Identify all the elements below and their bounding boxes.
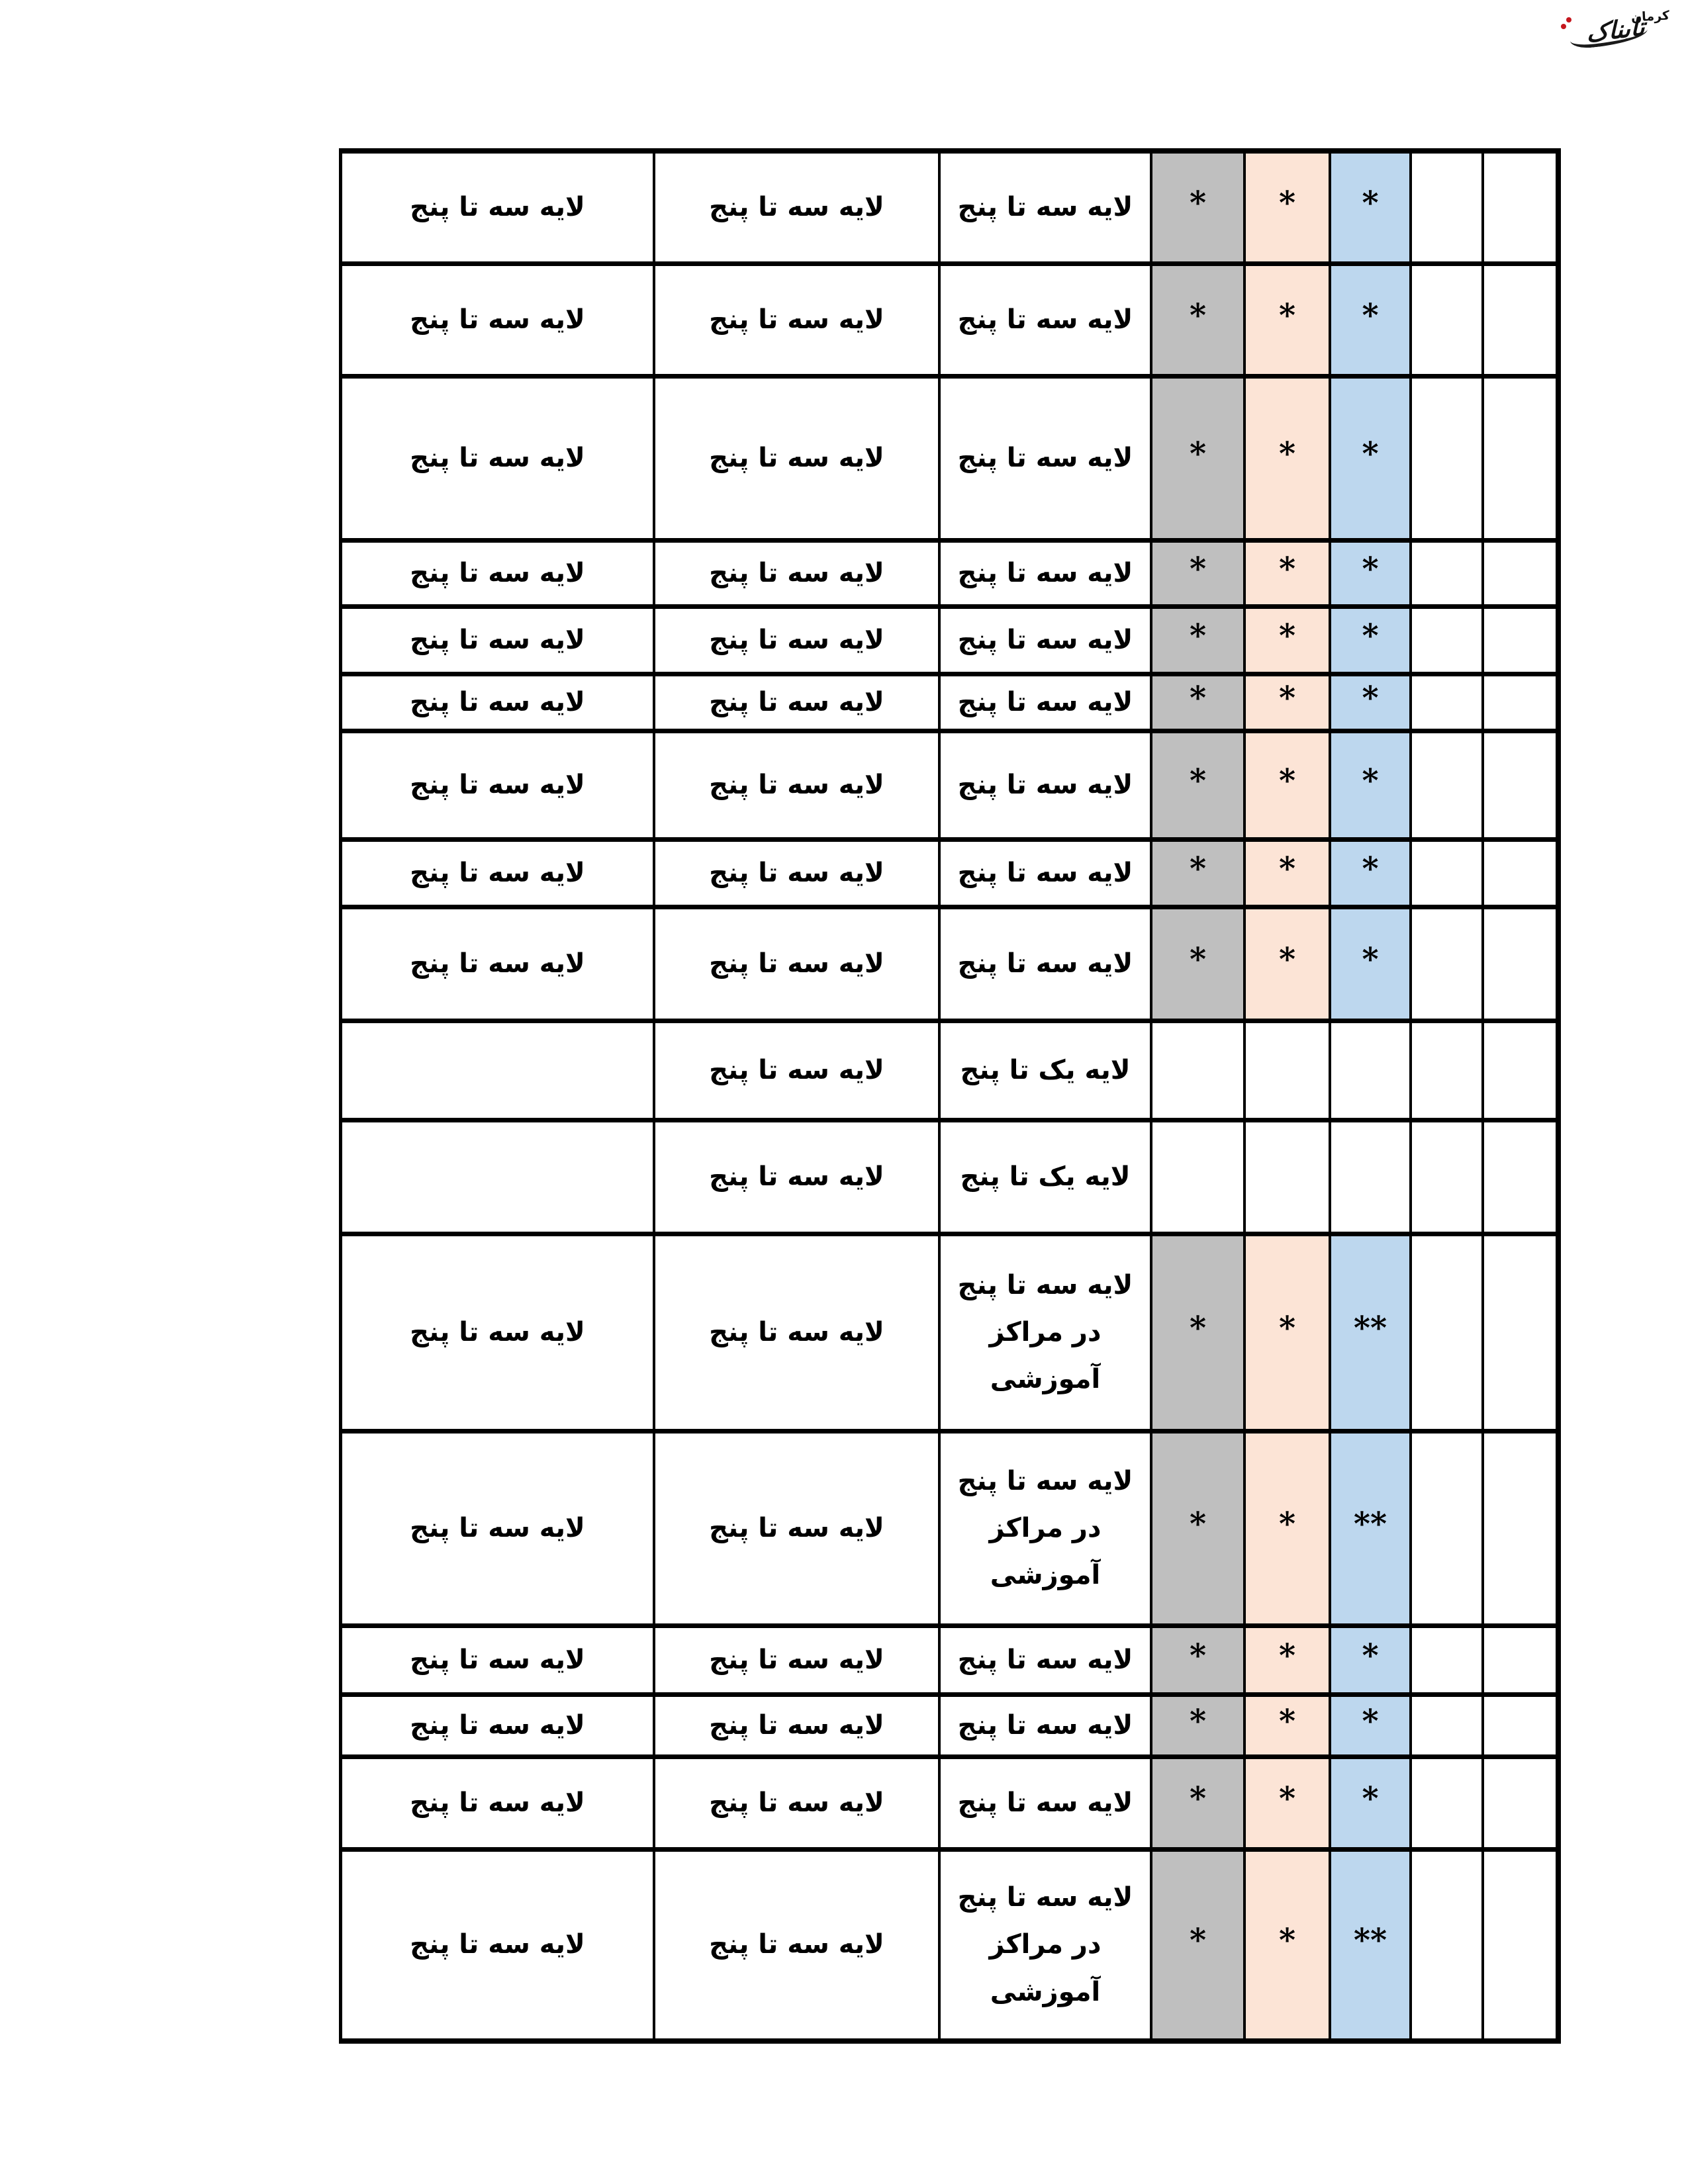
layer-label: لایه سه تا پنج — [709, 769, 884, 800]
cell-mark-peach-row5: * — [1246, 609, 1331, 676]
cell-layer-text-b-row13 — [655, 1433, 941, 1628]
layer-label: لایه سه تا پنج — [410, 191, 585, 222]
cell-mark-peach-row6: * — [1246, 676, 1331, 733]
layer-label: لایه یک تا پنج — [960, 1054, 1131, 1085]
layer-label: لایه سه تا پنج — [709, 624, 884, 655]
layer-label: لایه سه تا پنج — [410, 1709, 585, 1741]
cell-mark-gray-row15: * — [1152, 1697, 1246, 1759]
cell-empty-row4 — [1484, 543, 1556, 609]
layers-table — [339, 148, 1561, 2044]
cell-empty-row7 — [1412, 733, 1484, 842]
layer-label: لایه سه تا پنج — [957, 1644, 1133, 1675]
cell-layer-text-a-row2 — [342, 266, 655, 379]
cell-layer-text-a-row10 — [342, 1023, 655, 1122]
cell-mark-peach-row1: * — [1246, 154, 1331, 266]
cell-empty-row12 — [1412, 1236, 1484, 1433]
layer-label: لایه سه تا پنج — [709, 857, 884, 888]
cell-empty-row6 — [1412, 676, 1484, 733]
cell-mark-gray-row17: * — [1152, 1852, 1246, 2038]
cell-mark-gray-row4: * — [1152, 543, 1246, 609]
cell-layer-text-b-row2 — [655, 266, 941, 379]
layer-label: لایه سه تا پنج — [410, 1787, 585, 1818]
cell-empty-row16 — [1484, 1759, 1556, 1852]
cell-mark-peach-row8: * — [1246, 842, 1331, 909]
cell-layer-text-b-row9 — [655, 909, 941, 1023]
cell-mark-blue-row11 — [1331, 1122, 1412, 1236]
cell-empty-row10 — [1412, 1023, 1484, 1122]
cell-layer-text-a-row8 — [342, 842, 655, 909]
cell-empty-row3 — [1412, 379, 1484, 543]
cell-layer-text-a-row16 — [342, 1759, 655, 1852]
cell-layer-text-b-row5 — [655, 609, 941, 676]
layer-label: لایه سه تا پنج — [410, 304, 585, 335]
cell-mark-peach-row4: * — [1246, 543, 1331, 609]
layer-label: لایه سه تا پنج — [709, 1512, 884, 1543]
cell-empty-row8 — [1484, 842, 1556, 909]
cell-mark-blue-row3: * — [1331, 379, 1412, 543]
cell-mark-gray-row13: * — [1152, 1433, 1246, 1628]
cell-layer-text-c-row3 — [941, 379, 1152, 543]
cell-empty-row5 — [1484, 609, 1556, 676]
cell-empty-row1 — [1484, 154, 1556, 266]
cell-mark-gray-row10 — [1152, 1023, 1246, 1122]
cell-empty-row10 — [1484, 1023, 1556, 1122]
cell-layer-text-b-row1 — [655, 154, 941, 266]
cell-layer-text-b-row4 — [655, 543, 941, 609]
cell-layer-text-c-row15 — [941, 1697, 1152, 1759]
cell-mark-blue-row4: * — [1331, 543, 1412, 609]
layer-label: لایه سه تا پنج — [410, 624, 585, 655]
layer-label: لایه سه تا پنج — [709, 1161, 884, 1192]
cell-empty-row14 — [1412, 1628, 1484, 1697]
site-logo — [1558, 7, 1671, 48]
layer-label: لایه سه تا پنج — [957, 1709, 1133, 1741]
layer-label: لایه سه تا پنج — [709, 1709, 884, 1741]
cell-mark-blue-row8: * — [1331, 842, 1412, 909]
cell-empty-row11 — [1484, 1122, 1556, 1236]
cell-mark-blue-row2: * — [1331, 266, 1412, 379]
cell-layer-text-a-row12 — [342, 1236, 655, 1433]
layer-label: لایه سه تا پنج — [709, 1316, 884, 1347]
cell-mark-peach-row2: * — [1246, 266, 1331, 379]
cell-empty-row13 — [1484, 1433, 1556, 1628]
layer-label: لایه سه تا پنج — [957, 557, 1133, 588]
cell-empty-row17 — [1484, 1852, 1556, 2038]
cell-layer-text-b-row6 — [655, 676, 941, 733]
cell-layer-text-b-row7 — [655, 733, 941, 842]
layer-label: لایه سه تا پنج — [957, 857, 1133, 888]
cell-empty-row6 — [1484, 676, 1556, 733]
layer-label: لایه سه تا پنج — [957, 191, 1133, 222]
layer-label: لایه سه تا پنج — [709, 1644, 884, 1675]
cell-empty-row15 — [1412, 1697, 1484, 1759]
cell-empty-row9 — [1412, 909, 1484, 1023]
cell-layer-text-b-row15 — [655, 1697, 941, 1759]
cell-layer-text-c-row11 — [941, 1122, 1152, 1236]
layer-label: لایه سه تا پنج — [709, 557, 884, 588]
cell-layer-text-c-row8 — [941, 842, 1152, 909]
layer-label: لایه سه تا پنج — [410, 686, 585, 717]
cell-empty-row5 — [1412, 609, 1484, 676]
cell-layer-text-a-row17 — [342, 1852, 655, 2038]
cell-mark-peach-row16: * — [1246, 1759, 1331, 1852]
layer-label: لایه سه تا پنج — [410, 1512, 585, 1543]
layer-label: لایه سه تا پنج — [410, 557, 585, 588]
cell-layer-text-b-row17 — [655, 1852, 941, 2038]
logo-accent-dot — [1566, 17, 1571, 23]
layer-label: لایه سه تا پنج — [410, 1929, 585, 1960]
cell-empty-row11 — [1412, 1122, 1484, 1236]
cell-empty-row3 — [1484, 379, 1556, 543]
cell-layer-text-a-row6 — [342, 676, 655, 733]
cell-empty-row15 — [1484, 1697, 1556, 1759]
cell-empty-row17 — [1412, 1852, 1484, 2038]
layer-label: لایه سه تا پنج — [957, 686, 1133, 717]
cell-layer-text-c-row17 — [941, 1852, 1152, 2038]
cell-mark-blue-row16: * — [1331, 1759, 1412, 1852]
cell-layer-text-a-row13 — [342, 1433, 655, 1628]
cell-layer-text-a-row14 — [342, 1628, 655, 1697]
cell-empty-row2 — [1412, 266, 1484, 379]
cell-mark-peach-row12: * — [1246, 1236, 1331, 1433]
layer-label: لایه سه تا پنج — [709, 1054, 884, 1085]
cell-empty-row12 — [1484, 1236, 1556, 1433]
cell-mark-peach-row3: * — [1246, 379, 1331, 543]
cell-mark-blue-row14: * — [1331, 1628, 1412, 1697]
layer-label: لایه سه تا پنج — [957, 624, 1133, 655]
cell-layer-text-a-row7 — [342, 733, 655, 842]
layer-label: لایه سه تا پنج در مراکز آموزشی — [957, 1465, 1133, 1591]
cell-mark-gray-row11 — [1152, 1122, 1246, 1236]
cell-mark-gray-row9: * — [1152, 909, 1246, 1023]
logo-title: تابناک — [1585, 12, 1645, 48]
cell-mark-blue-row15: * — [1331, 1697, 1412, 1759]
layer-label: لایه سه تا پنج در مراکز آموزشی — [957, 1882, 1133, 2007]
cell-layer-text-b-row11 — [655, 1122, 941, 1236]
cell-layer-text-c-row12 — [941, 1236, 1152, 1433]
cell-mark-gray-row7: * — [1152, 733, 1246, 842]
cell-mark-peach-row14: * — [1246, 1628, 1331, 1697]
cell-mark-gray-row3: * — [1152, 379, 1246, 543]
layer-label: لایه سه تا پنج — [709, 191, 884, 222]
cell-layer-text-c-row9 — [941, 909, 1152, 1023]
cell-mark-gray-row12: * — [1152, 1236, 1246, 1433]
cell-layer-text-c-row13 — [941, 1433, 1152, 1628]
cell-mark-blue-row10 — [1331, 1023, 1412, 1122]
cell-layer-text-c-row4 — [941, 543, 1152, 609]
cell-empty-row13 — [1412, 1433, 1484, 1628]
layer-label: لایه سه تا پنج — [957, 1787, 1133, 1818]
cell-empty-row14 — [1484, 1628, 1556, 1697]
cell-mark-blue-row1: * — [1331, 154, 1412, 266]
layer-label: لایه سه تا پنج — [410, 1644, 585, 1675]
cell-empty-row4 — [1412, 543, 1484, 609]
cell-layer-text-c-row14 — [941, 1628, 1152, 1697]
cell-mark-peach-row10 — [1246, 1023, 1331, 1122]
layer-label: لایه سه تا پنج — [410, 769, 585, 800]
logo-accent-dot — [1561, 24, 1566, 29]
cell-mark-peach-row11 — [1246, 1122, 1331, 1236]
cell-mark-gray-row1: * — [1152, 154, 1246, 266]
cell-mark-peach-row7: * — [1246, 733, 1331, 842]
cell-empty-row9 — [1484, 909, 1556, 1023]
cell-layer-text-a-row5 — [342, 609, 655, 676]
layer-label: لایه سه تا پنج — [709, 1929, 884, 1960]
cell-mark-blue-row17: ** — [1331, 1852, 1412, 2038]
cell-layer-text-a-row9 — [342, 909, 655, 1023]
layer-label: لایه سه تا پنج — [709, 686, 884, 717]
cell-layer-text-b-row12 — [655, 1236, 941, 1433]
cell-layer-text-a-row4 — [342, 543, 655, 609]
cell-layer-text-c-row1 — [941, 154, 1152, 266]
cell-layer-text-a-row11 — [342, 1122, 655, 1236]
cell-layer-text-c-row6 — [941, 676, 1152, 733]
cell-mark-blue-row5: * — [1331, 609, 1412, 676]
layer-label: لایه سه تا پنج — [709, 442, 884, 473]
cell-mark-gray-row6: * — [1152, 676, 1246, 733]
cell-mark-blue-row12: ** — [1331, 1236, 1412, 1433]
layer-label: لایه سه تا پنج — [957, 304, 1133, 335]
cell-mark-gray-row16: * — [1152, 1759, 1246, 1852]
cell-empty-row2 — [1484, 266, 1556, 379]
layer-label: لایه سه تا پنج — [709, 1787, 884, 1818]
cell-layer-text-c-row5 — [941, 609, 1152, 676]
cell-layer-text-c-row10 — [941, 1023, 1152, 1122]
cell-layer-text-a-row15 — [342, 1697, 655, 1759]
layer-label: لایه سه تا پنج در مراکز آموزشی — [957, 1269, 1133, 1395]
layer-label: لایه سه تا پنج — [957, 769, 1133, 800]
cell-layer-text-b-row10 — [655, 1023, 941, 1122]
layer-label: لایه سه تا پنج — [709, 948, 884, 979]
cell-layer-text-b-row14 — [655, 1628, 941, 1697]
layer-label: لایه سه تا پنج — [957, 442, 1133, 473]
cell-mark-gray-row5: * — [1152, 609, 1246, 676]
layer-label: لایه سه تا پنج — [410, 948, 585, 979]
cell-empty-row16 — [1412, 1759, 1484, 1852]
cell-layer-text-b-row8 — [655, 842, 941, 909]
cell-empty-row1 — [1412, 154, 1484, 266]
cell-mark-blue-row9: * — [1331, 909, 1412, 1023]
cell-mark-peach-row9: * — [1246, 909, 1331, 1023]
cell-mark-blue-row7: * — [1331, 733, 1412, 842]
layer-label: لایه سه تا پنج — [410, 1316, 585, 1347]
layer-label: لایه یک تا پنج — [960, 1161, 1131, 1192]
cell-empty-row7 — [1484, 733, 1556, 842]
cell-mark-gray-row2: * — [1152, 266, 1246, 379]
layer-label: لایه سه تا پنج — [410, 442, 585, 473]
cell-mark-blue-row6: * — [1331, 676, 1412, 733]
cell-layer-text-a-row1 — [342, 154, 655, 266]
cell-layer-text-a-row3 — [342, 379, 655, 543]
cell-mark-blue-row13: ** — [1331, 1433, 1412, 1628]
cell-layer-text-c-row7 — [941, 733, 1152, 842]
cell-mark-gray-row8: * — [1152, 842, 1246, 909]
cell-layer-text-c-row2 — [941, 266, 1152, 379]
logo-subtitle: کرمان — [1630, 8, 1670, 25]
cell-layer-text-b-row3 — [655, 379, 941, 543]
layer-label: لایه سه تا پنج — [410, 857, 585, 888]
cell-mark-gray-row14: * — [1152, 1628, 1246, 1697]
layer-label: لایه سه تا پنج — [957, 948, 1133, 979]
cell-layer-text-c-row16 — [941, 1759, 1152, 1852]
cell-mark-peach-row17: * — [1246, 1852, 1331, 2038]
layer-label: لایه سه تا پنج — [709, 304, 884, 335]
cell-layer-text-b-row16 — [655, 1759, 941, 1852]
cell-mark-peach-row15: * — [1246, 1697, 1331, 1759]
cell-empty-row8 — [1412, 842, 1484, 909]
cell-mark-peach-row13: * — [1246, 1433, 1331, 1628]
